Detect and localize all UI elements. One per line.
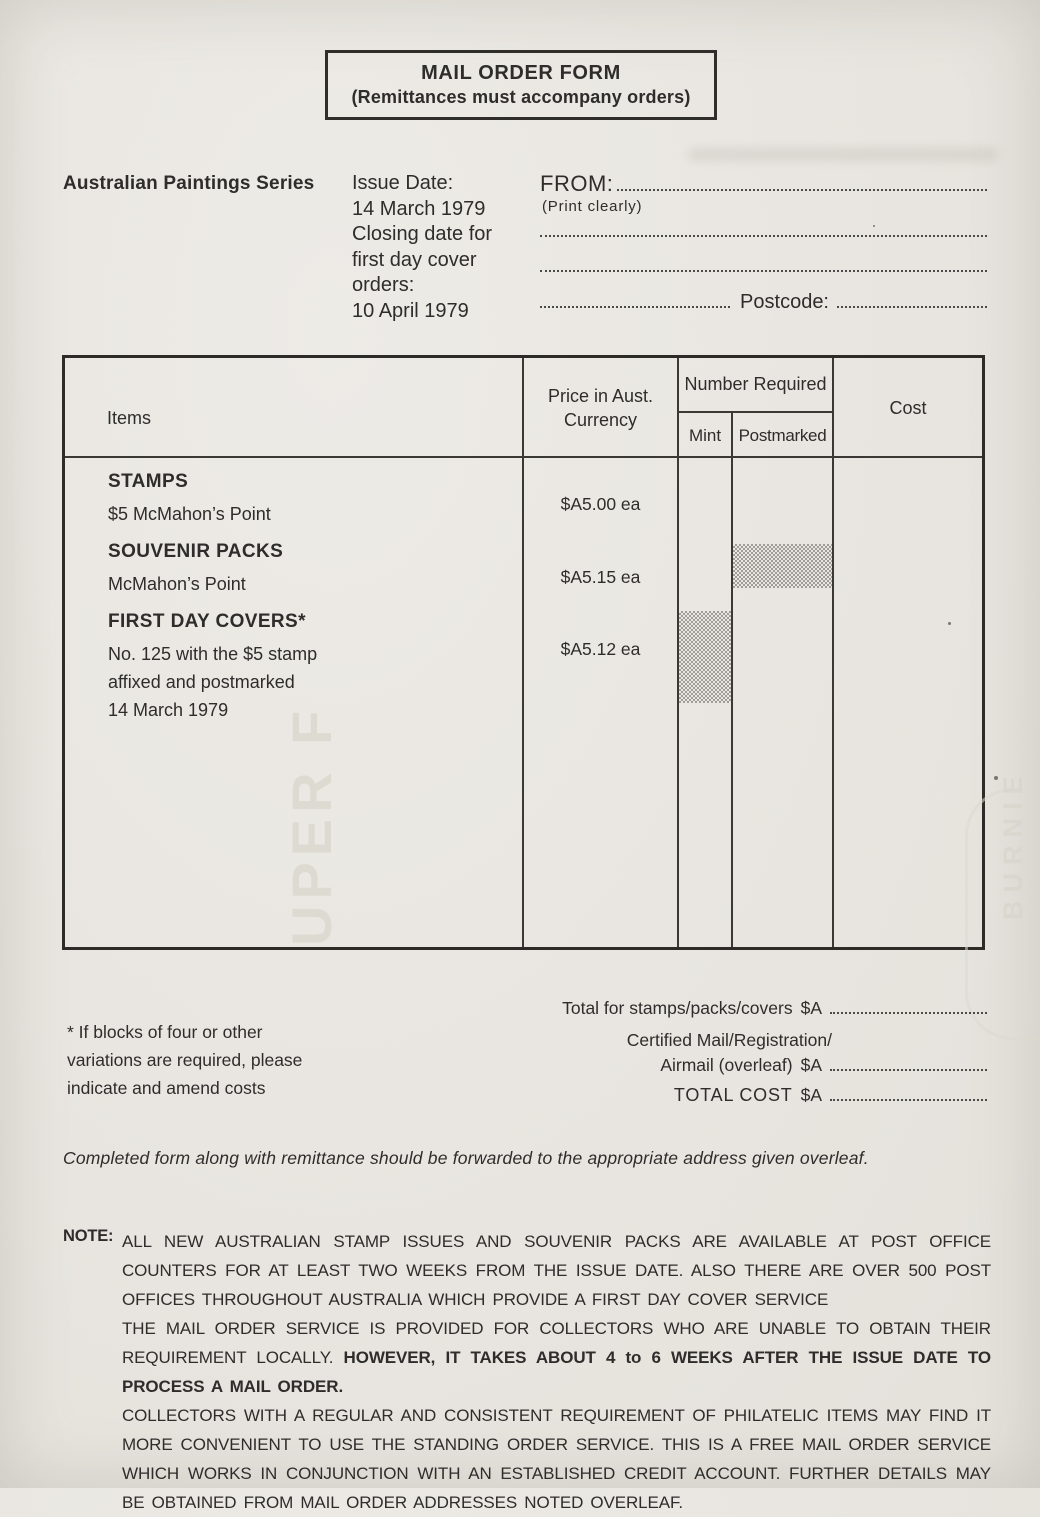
items-column-header: Items [65, 358, 524, 458]
form-title-box [325, 50, 717, 120]
note-block [63, 1227, 991, 1517]
airmail-label: Airmail (overleaf) [660, 1055, 793, 1075]
footnote-line: * If blocks of four or other [67, 1022, 263, 1042]
postmarked-column-header: Postmarked [733, 413, 834, 458]
airmail-blank[interactable] [830, 1054, 987, 1072]
from-label: FROM: [540, 171, 614, 196]
number-required-header: Number Required [679, 358, 834, 413]
dust-speck [948, 622, 951, 625]
from-address-line-3[interactable] [540, 270, 987, 272]
mint-column-header: Mint [679, 413, 733, 458]
postcode-label: Postcode: [740, 291, 829, 313]
total-stamps-label: Total for stamps/packs/covers [562, 998, 793, 1018]
currency-prefix: $A [800, 1085, 822, 1105]
issue-date-line: 10 April 1979 [352, 299, 469, 322]
forwarding-instruction: Completed form along with remittance should be forwarded to the appropriate address given overleaf. [63, 1148, 869, 1168]
price-column-header [524, 358, 679, 458]
issue-date-line: 14 March 1979 [352, 197, 486, 220]
currency-prefix: $A [800, 1055, 822, 1075]
airmail-row [540, 1053, 987, 1077]
form-title: MAIL ORDER FORM [421, 62, 621, 84]
item-price: $A5.12 ea [560, 639, 641, 659]
issue-date-line: orders: [352, 274, 415, 296]
total-cost-label: TOTAL COST [673, 1085, 793, 1105]
total-cost-blank[interactable] [830, 1084, 987, 1102]
certified-mail-label: Certified Mail/Registration/ [626, 1030, 832, 1050]
note-paragraph-2 [122, 1314, 991, 1401]
postmarked-column-blank[interactable] [733, 458, 834, 947]
cost-column-header: Cost [889, 397, 927, 418]
print-clearly-hint: (Print clearly) [542, 198, 643, 215]
item-category: SOUVENIR PACKS [108, 541, 284, 562]
from-address-block [540, 171, 987, 321]
series-title: Australian Paintings Series [63, 173, 315, 194]
mint-not-applicable-hatch [679, 611, 731, 703]
footnote-line: variations are required, please [67, 1050, 303, 1070]
table-row-souvenir-packs [108, 541, 512, 598]
item-category: STAMPS [108, 471, 189, 492]
issue-date-line: Closing date for [352, 223, 493, 245]
blocks-of-four-footnote [67, 1018, 357, 1102]
note-paragraph-2-bold: HOWEVER, IT TAKES ABOUT 4 to 6 WEEKS AFTER THE ISSUE DATE TO PROCESS A MAIL ORDER. [122, 1348, 992, 1396]
from-address-line-2[interactable] [540, 235, 987, 237]
bleed-through-ghost-text-right: BURNIE [998, 768, 1028, 920]
item-desc-line: affixed and postmarked [108, 672, 295, 692]
table-row-first-day-covers [108, 611, 512, 724]
order-table [62, 355, 985, 950]
note-paragraph-3: COLLECTORS WITH A REGULAR AND CONSISTENT REQUIREMENT OF PHILATELIC ITEMS MAY FIND IT MORE CONVENIENT TO USE THE STANDING ORDER SERVICE. THIS IS A FREE MAIL ORDER SERVICE WHICH WORKS IN CONJUNCTION WITH AN ESTABLISHED CREDIT ACCOUNT. FURTHER DETAILS MAY BE OBTAINED FROM MAIL ORDER ADDRESSES NOTED OVERLEAF. [122, 1406, 991, 1512]
item-desc-line: 14 March 1979 [108, 700, 229, 720]
total-cost-row [540, 1083, 987, 1107]
from-address-line-4[interactable] [540, 292, 730, 308]
totals-block [540, 996, 987, 1107]
table-row-stamps [108, 471, 512, 528]
order-table-header [65, 358, 982, 458]
bleed-through-smudge [688, 148, 998, 161]
footnote-line: indicate and amend costs [67, 1078, 266, 1098]
price-column [524, 458, 679, 947]
issue-date-block [352, 171, 527, 324]
bleed-through-ghost-text-left: UPER F [280, 704, 343, 946]
price-header-line1: Price in Aust. [547, 386, 654, 406]
item-price: $A5.15 ea [560, 567, 641, 587]
total-stamps-blank[interactable] [830, 997, 987, 1015]
dust-speck [994, 776, 998, 780]
item-category: FIRST DAY COVERS* [108, 611, 306, 632]
certified-mail-line [540, 1028, 832, 1052]
issue-date-line: first day cover [352, 248, 477, 271]
cost-column-blank[interactable] [834, 458, 982, 947]
price-header-line2: Currency [563, 410, 638, 430]
mint-column-blank[interactable] [679, 458, 733, 947]
from-address-line-1[interactable] [617, 175, 987, 191]
total-stamps-row [540, 996, 987, 1020]
postmarked-not-applicable-hatch [733, 544, 832, 588]
note-paragraph-1: ALL NEW AUSTRALIAN STAMP ISSUES AND SOUVENIR PACKS ARE AVAILABLE AT POST OFFICE COUNTERS FOR AT LEAST TWO WEEKS FROM THE ISSUE DATE. ALSO THERE ARE OVER 500 POST OFFICES THROUGHOUT AUSTRALIA WHICH PROVIDE A FIRST DAY COVER SERVICE [122, 1232, 991, 1309]
note-label: NOTE: [63, 1227, 114, 1245]
order-table-body [65, 458, 982, 947]
item-desc-line: McMahon’s Point [108, 574, 246, 594]
currency-prefix: $A [800, 998, 822, 1018]
note-paragraph-2-normal: THE MAIL ORDER SERVICE IS PROVIDED FOR COLLECTORS WHO ARE UNABLE TO OBTAIN THEIR REQUIREMENT LOCALLY. [122, 1319, 991, 1367]
item-price: $A5.00 ea [560, 494, 641, 514]
item-desc-line: No. 125 with the $5 stamp [108, 644, 318, 664]
dust-speck [873, 225, 875, 227]
items-column [65, 458, 524, 947]
item-desc-line: $5 McMahon’s Point [108, 504, 271, 524]
postcode-blank[interactable] [837, 292, 987, 308]
form-subtitle: (Remittances must accompany orders) [351, 87, 691, 107]
issue-date-line: Issue Date: [352, 172, 454, 194]
